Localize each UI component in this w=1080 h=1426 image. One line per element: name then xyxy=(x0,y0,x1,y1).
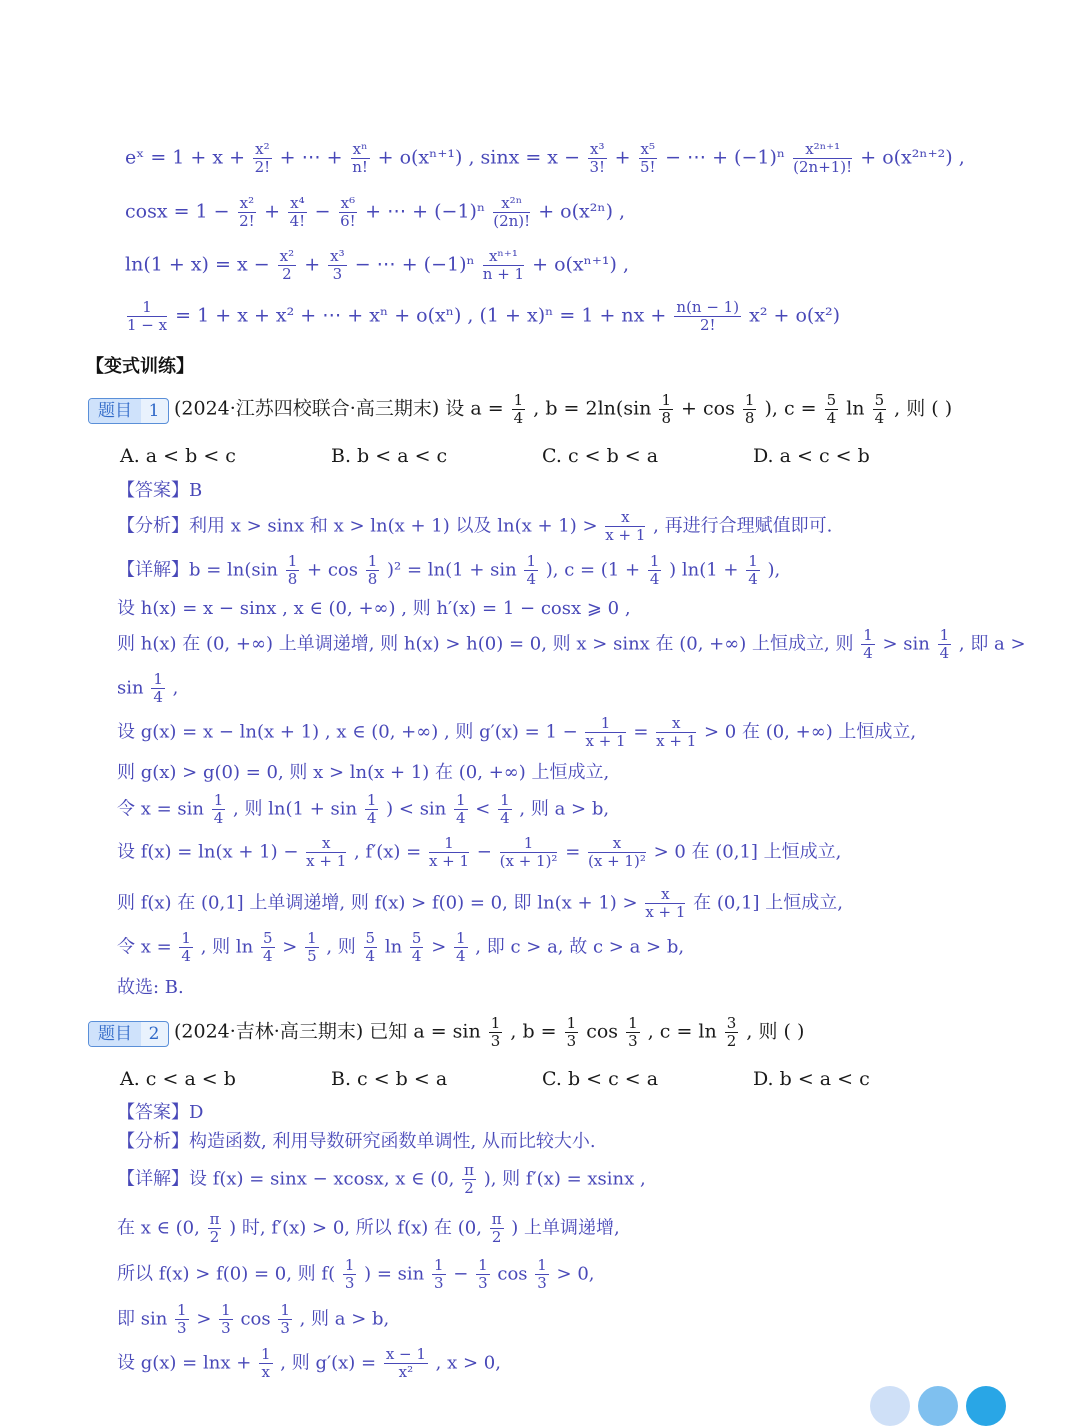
detail-1-line-8: 设 f(x) = ln(x + 1) − $\frac{x}{x + 1}$ , f′(x) = $\frac{1}{x + 1}$ − $\frac{1}{\text{(x + 1)²}}$ = $\frac{x}{\text{(x + 1)²}}$ > 0 在 (0,1] 上恒成立, xyxy=(117,834,842,870)
question-tag-label: 题目 xyxy=(89,399,141,423)
taylor-line-3: ln(1 + x) = x − $\frac{\text{x²}}{2}$ + $\frac{\text{x³}}{3}$ − ⋯ + (−1)ⁿ $\frac{\text{xⁿ⁺¹}}{n + 1}$ + o(xⁿ⁺¹) , xyxy=(125,247,630,283)
option-c[interactable]: C. c < b < a xyxy=(542,445,659,467)
question-2-stem: (2024·吉林·高三期末) 已知 a = sin $\frac{1}{3}$ , b = $\frac{1}{3}$ cos $\frac{1}{3}$ , c = ln $\frac{3}{2}$ , 则 ( ) xyxy=(174,1014,805,1050)
option-a[interactable]: A. a < b < c xyxy=(120,445,236,467)
detail-2-line-2: 在 x ∈ (0, $\frac{\pi}{2}$ ) 时, f′(x) > 0, 所以 f(x) 在 (0, $\frac{\pi}{2}$ ) 上单调递增, xyxy=(117,1210,620,1246)
answer-1: 【答案】B xyxy=(117,480,203,501)
question-tag-label: 题目 xyxy=(89,1022,141,1046)
option-c[interactable]: C. b < c < a xyxy=(542,1068,659,1090)
question-tag-number: 1 xyxy=(148,401,160,421)
detail-1-line-4: sin $\frac{1}{4}$ , xyxy=(117,670,179,706)
question-1-stem: (2024·江苏四校联合·高三期末) 设 a = $\frac{1}{4}$ , b = 2ln(sin $\frac{1}{8}$ + cos $\frac{1}{8}$ ), c = $\frac{5}{4}$ ln $\frac{5}{4}$ , 则 ( ) xyxy=(174,391,953,427)
analysis-1: 【分析】利用 x > sinx 和 x > ln(x + 1) 以及 ln(x + 1) > $\frac{x}{x + 1}$ , 再进行合理赋值即可. xyxy=(117,508,833,544)
taylor-line-4: $\frac{1}{1 - x}$ = 1 + x + x² + ⋯ + xⁿ + o(xⁿ) , (1 + x)ⁿ = 1 + nx + $\frac{n(n - 1)}{2!}$ x² + o(x²) xyxy=(127,298,841,334)
detail-1-line-3: 则 h(x) 在 (0, +∞) 上单调递增, 则 h(x) > h(0) = 0, 则 x > sinx 在 (0, +∞) 上恒成立, 则 $\frac{1}{4}$ > sin $\frac{1}{4}$ , 即 a > xyxy=(117,626,1026,662)
analysis-2: 【分析】构造函数, 利用导数研究函数单调性, 从而比较大小. xyxy=(117,1131,596,1152)
decor-circle xyxy=(918,1386,958,1426)
detail-1-line-7: 令 x = sin $\frac{1}{4}$ , 则 ln(1 + sin $\frac{1}{4}$ ) < sin $\frac{1}{4}$ < $\frac{1}{4}$ , 则 a > b, xyxy=(117,791,610,827)
option-b[interactable]: B. b < a < c xyxy=(331,445,448,467)
taylor-line-2: cosx = 1 − $\frac{\text{x²}}{2!}$ + $\frac{\text{x⁴}}{4!}$ − $\frac{\text{x⁶}}{6!}$ + ⋯ + (−1)ⁿ $\frac{\text{x²ⁿ}}{(2n)!}$ + o(x²ⁿ) , xyxy=(125,194,626,230)
taylor-line-1: eˣ = 1 + x + $\frac{\text{x²}}{2!}$ + ⋯ + $\frac{\text{xⁿ}}{n!}$ + o(xⁿ⁺¹) , sinx = x − $\frac{\text{x³}}{3!}$ + $\frac{\text{x⁵}}{5!}$ − ⋯ + (−1)ⁿ $\frac{\text{x²ⁿ⁺¹}}{(2n+1)!}$ + o(x²ⁿ⁺²) , xyxy=(125,140,965,176)
detail-2-line-5: 设 g(x) = lnx + $\frac{1}{x}$ , 则 g′(x) = $\frac{x - 1}{\text{x²}}$ , x > 0, xyxy=(117,1345,501,1381)
detail-1-line-5: 设 g(x) = x − ln(x + 1) , x ∈ (0, +∞) , 则 g′(x) = 1 − $\frac{1}{x + 1}$ = $\frac{x}{x + 1}$ > 0 在 (0, +∞) 上恒成立, xyxy=(117,714,917,750)
answer-2: 【答案】D xyxy=(117,1102,204,1123)
decor-circle xyxy=(870,1386,910,1426)
detail-1-line-10: 令 x = $\frac{1}{4}$ , 则 ln $\frac{5}{4}$ > $\frac{1}{5}$ , 则 $\frac{5}{4}$ ln $\frac{5}{4}$ > $\frac{1}{4}$ , 即 c > a, 故 c > a > b, xyxy=(117,929,685,965)
detail-2-line-1: 【详解】设 f(x) = sinx − xcosx, x ∈ (0, $\frac{\pi}{2}$ ), 则 f′(x) = xsinx , xyxy=(117,1161,646,1197)
detail-1-line-11: 故选: B. xyxy=(117,977,184,998)
detail-2-line-4: 即 sin $\frac{1}{3}$ > $\frac{1}{3}$ cos $\frac{1}{3}$ , 则 a > b, xyxy=(117,1301,390,1337)
option-d[interactable]: D. b < a < c xyxy=(753,1068,870,1090)
detail-1-line-1: 【详解】b = ln(sin $\frac{1}{8}$ + cos $\frac{1}{8}$ )² = ln(1 + sin $\frac{1}{4}$ ), c = (1 + $\frac{1}{4}$ ) ln(1 + $\frac{1}{4}$ ), xyxy=(117,552,781,588)
detail-1-line-2: 设 h(x) = x − sinx , x ∈ (0, +∞) , 则 h′(x) = 1 − cosx ⩾ 0 , xyxy=(117,598,631,619)
question-tag-1 xyxy=(88,398,169,424)
question-tag-2 xyxy=(88,1021,169,1047)
option-a[interactable]: A. c < a < b xyxy=(120,1068,236,1090)
option-b[interactable]: B. c < b < a xyxy=(331,1068,448,1090)
detail-2-line-3: 所以 f(x) > f(0) = 0, 则 f( $\frac{1}{3}$ ) = sin $\frac{1}{3}$ − $\frac{1}{3}$ cos $\frac{1}{3}$ > 0, xyxy=(117,1256,595,1292)
section-heading: 【变式训练】 xyxy=(86,356,194,377)
option-d[interactable]: D. a < c < b xyxy=(753,445,870,467)
detail-1-line-6: 则 g(x) > g(0) = 0, 则 x > ln(x + 1) 在 (0, +∞) 上恒成立, xyxy=(117,762,610,783)
decor-circle xyxy=(966,1386,1006,1426)
question-tag-number: 2 xyxy=(148,1024,160,1044)
detail-1-line-9: 则 f(x) 在 (0,1] 上单调递增, 则 f(x) > f(0) = 0, 即 ln(x + 1) > $\frac{x}{x + 1}$ 在 (0,1] 上恒成立, xyxy=(117,885,844,921)
